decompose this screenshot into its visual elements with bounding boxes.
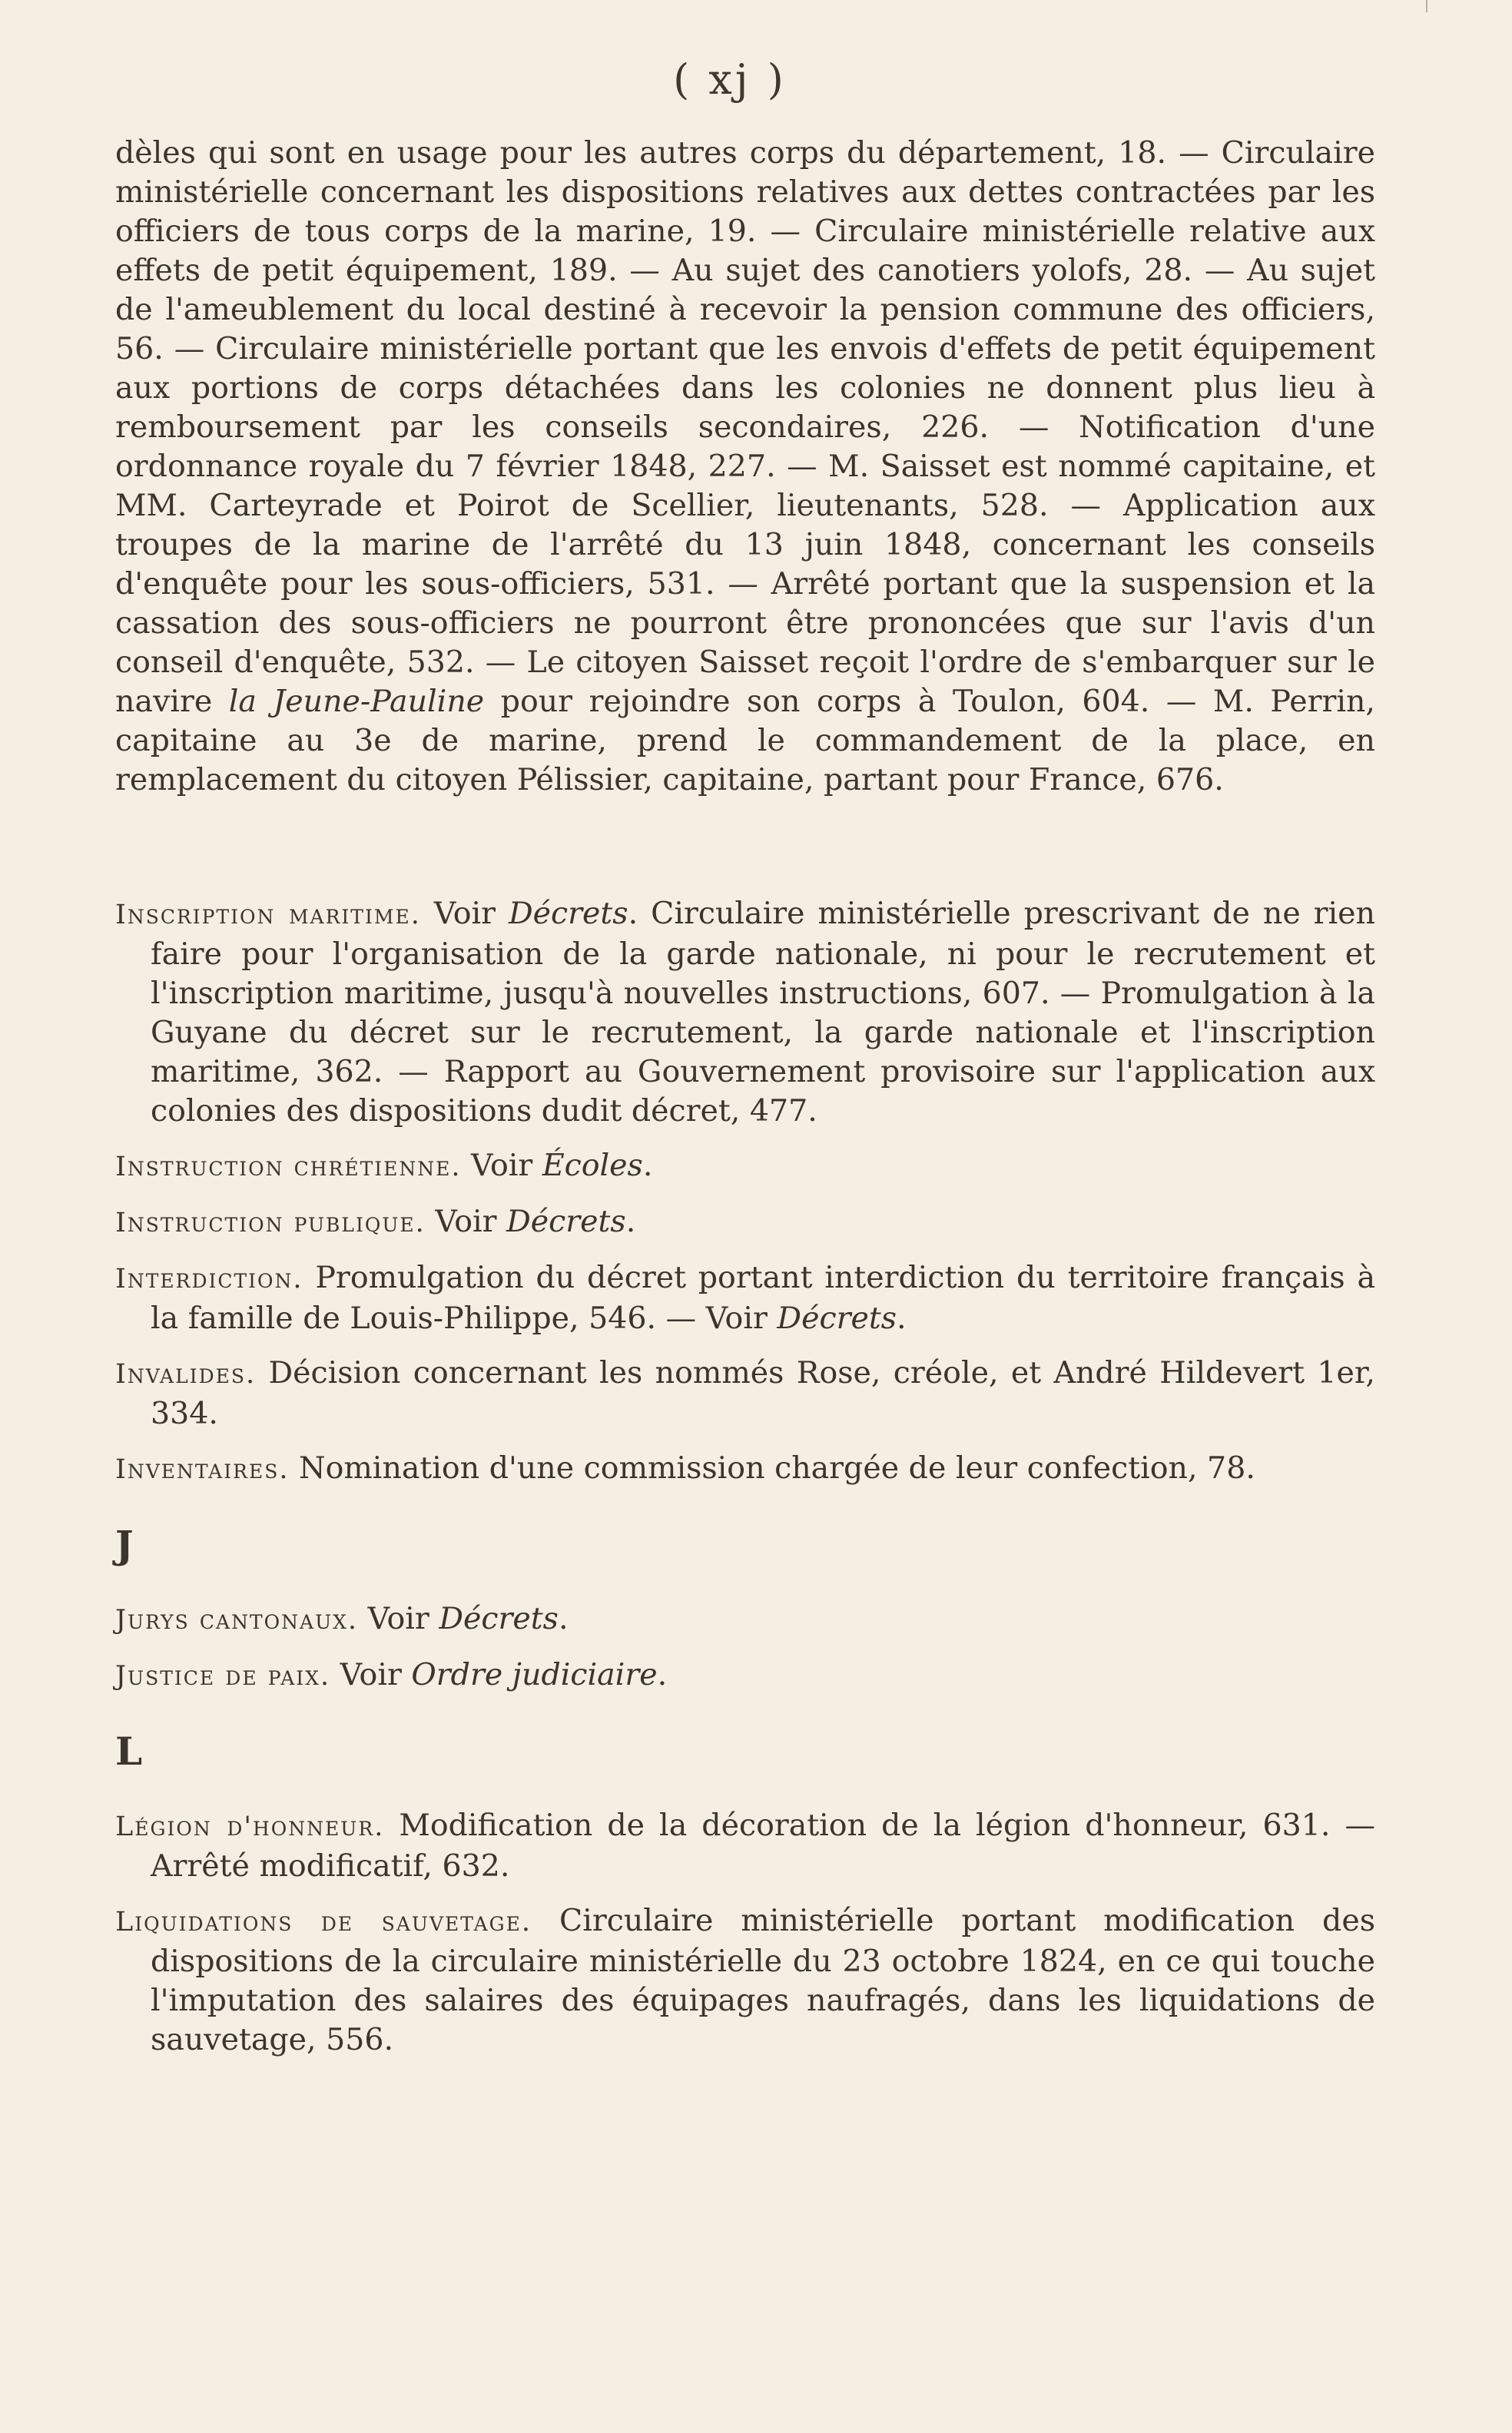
entry-heading: Inventaires. bbox=[115, 1454, 290, 1485]
index-entry bbox=[115, 1202, 1375, 1243]
entry-reference: Décrets bbox=[777, 1301, 897, 1336]
section-letter-l: L bbox=[115, 1729, 143, 1774]
entry-reference: Décrets bbox=[508, 896, 628, 931]
entry-text-end: . bbox=[896, 1301, 907, 1336]
index-entry bbox=[115, 1146, 1375, 1187]
index-entry bbox=[115, 1258, 1375, 1338]
entry-reference: Décrets bbox=[439, 1601, 559, 1636]
entry-heading: Instruction chrétienne. bbox=[115, 1152, 462, 1182]
index-entries bbox=[115, 894, 1375, 2075]
index-entry bbox=[115, 1449, 1375, 1490]
continued-entry-text: dèles qui sont en usage pour les autres corps du département, 18. — Circulaire ministérielle concernant les dispositions relatives aux dettes contractées par les officiers de tous corps de la marine, 19. — Circulaire ministérielle relative aux effets de petit équipement, 189. — Au sujet des canotiers yolofs, 28. — Au sujet de l'ameublement du local destiné à recevoir la pension commune des officiers, 56. — Circulaire ministérielle portant que les envois d'effets de petit équipement aux portions de corps détachées dans les colonies ne donnent plus lieu à remboursement par les conseils secondaires, 226. — Notification d'une ordonnance royale du 7 février 1848, 227. — M. Saisset est nommé capitaine, et MM. Carteyrade et Poirot de Scellier, lieutenants, 528. — Application aux troupes de la marine de l'arrêté du 13 juin 1848, concernant les conseils d'enquête pour les sous-officiers, 531. — Arrêté portant que la suspension et la cassation des sous-officiers ne pourront être prononcées que sur l'avis d'un conseil d'enquête, 532. — Le citoyen Saisset reçoit l'ordre de s'embarquer sur le navire bbox=[115, 135, 1375, 719]
entry-heading: Légion d'honneur. bbox=[115, 1811, 385, 1842]
entry-text: Voir bbox=[358, 1601, 439, 1636]
entry-heading: Inscription maritime. bbox=[115, 900, 421, 930]
entry-heading: Justice de paix. bbox=[115, 1661, 331, 1692]
section-letter-j: J bbox=[115, 1522, 134, 1567]
index-entry bbox=[115, 1656, 1375, 1696]
entry-text-end: . bbox=[558, 1601, 569, 1636]
continued-entry bbox=[115, 134, 1375, 800]
entry-heading: Liquidations de sauvetage. bbox=[115, 1907, 532, 1937]
entry-text: Décision concernant les nommés Rose, créole, et André Hildevert 1er, 334. bbox=[151, 1355, 1375, 1431]
entry-heading: Instruction publique. bbox=[115, 1208, 426, 1238]
index-entry bbox=[115, 894, 1375, 1131]
entry-text: Promulgation du décret portant interdiction du territoire français à la famille de Louis-Philippe, 546. — Voir bbox=[151, 1260, 1375, 1336]
ship-name: la Jeune-Pauline bbox=[228, 684, 485, 719]
entry-text-end: . bbox=[657, 1657, 668, 1692]
continued-entry-end: pour rejoindre son corps à Toulon, 604. — M. Perrin, capitaine au 3e de marine, prend le commandement de la place, en remplacement du citoyen Pélissier, capitaine, partant pour France, 676. bbox=[115, 684, 1375, 797]
entry-heading: Interdiction. bbox=[115, 1264, 303, 1294]
entry-text: Voir bbox=[425, 1204, 507, 1239]
entry-text-end: . bbox=[642, 1148, 653, 1183]
entry-reference: Ordre judiciaire bbox=[411, 1657, 658, 1692]
entry-text: Nomination d'une commission chargée de leur confection, 78. bbox=[289, 1450, 1255, 1486]
index-entry bbox=[115, 1806, 1375, 1886]
entry-text-end: . bbox=[625, 1204, 636, 1239]
entry-heading: Invalides. bbox=[115, 1359, 257, 1390]
entry-text: Voir bbox=[420, 896, 509, 931]
entry-reference: Écoles bbox=[542, 1148, 643, 1183]
page-number: ( xj ) bbox=[673, 55, 787, 104]
entry-reference: Décrets bbox=[506, 1204, 626, 1239]
entry-text: Circulaire ministérielle portant modification des dispositions de la circulaire ministérielle du 23 octobre 1824, en ce qui touche l'imputation des salaires des équipages naufragés, dans les liquidations de sauvetage, 556. bbox=[151, 1903, 1375, 2057]
entry-text: Voir bbox=[330, 1657, 412, 1692]
index-entry bbox=[115, 1599, 1375, 1640]
entry-text: Modification de la décoration de la légion d'honneur, 631. — Arrêté modificatif, 632. bbox=[151, 1808, 1375, 1884]
index-entry bbox=[115, 1354, 1375, 1434]
entry-text: Voir bbox=[461, 1148, 542, 1183]
scan-mark bbox=[1426, 0, 1427, 12]
index-entry bbox=[115, 1901, 1375, 2060]
entry-heading: Jurys cantonaux. bbox=[115, 1605, 359, 1636]
entry-text-end: . Circulaire ministérielle prescrivant de ne rien faire pour l'organisation de la garde nationale, ni pour le recrutement et l'inscription maritime, jusqu'à nouvelles instructions, 607. — Promulgation à la Guyane du décret sur le recrutement, la garde nationale et l'inscription maritime, 362. — Rapport au Gouvernement provisoire sur l'application aux colonies des dispositions dudit décret, 477. bbox=[151, 896, 1376, 1129]
